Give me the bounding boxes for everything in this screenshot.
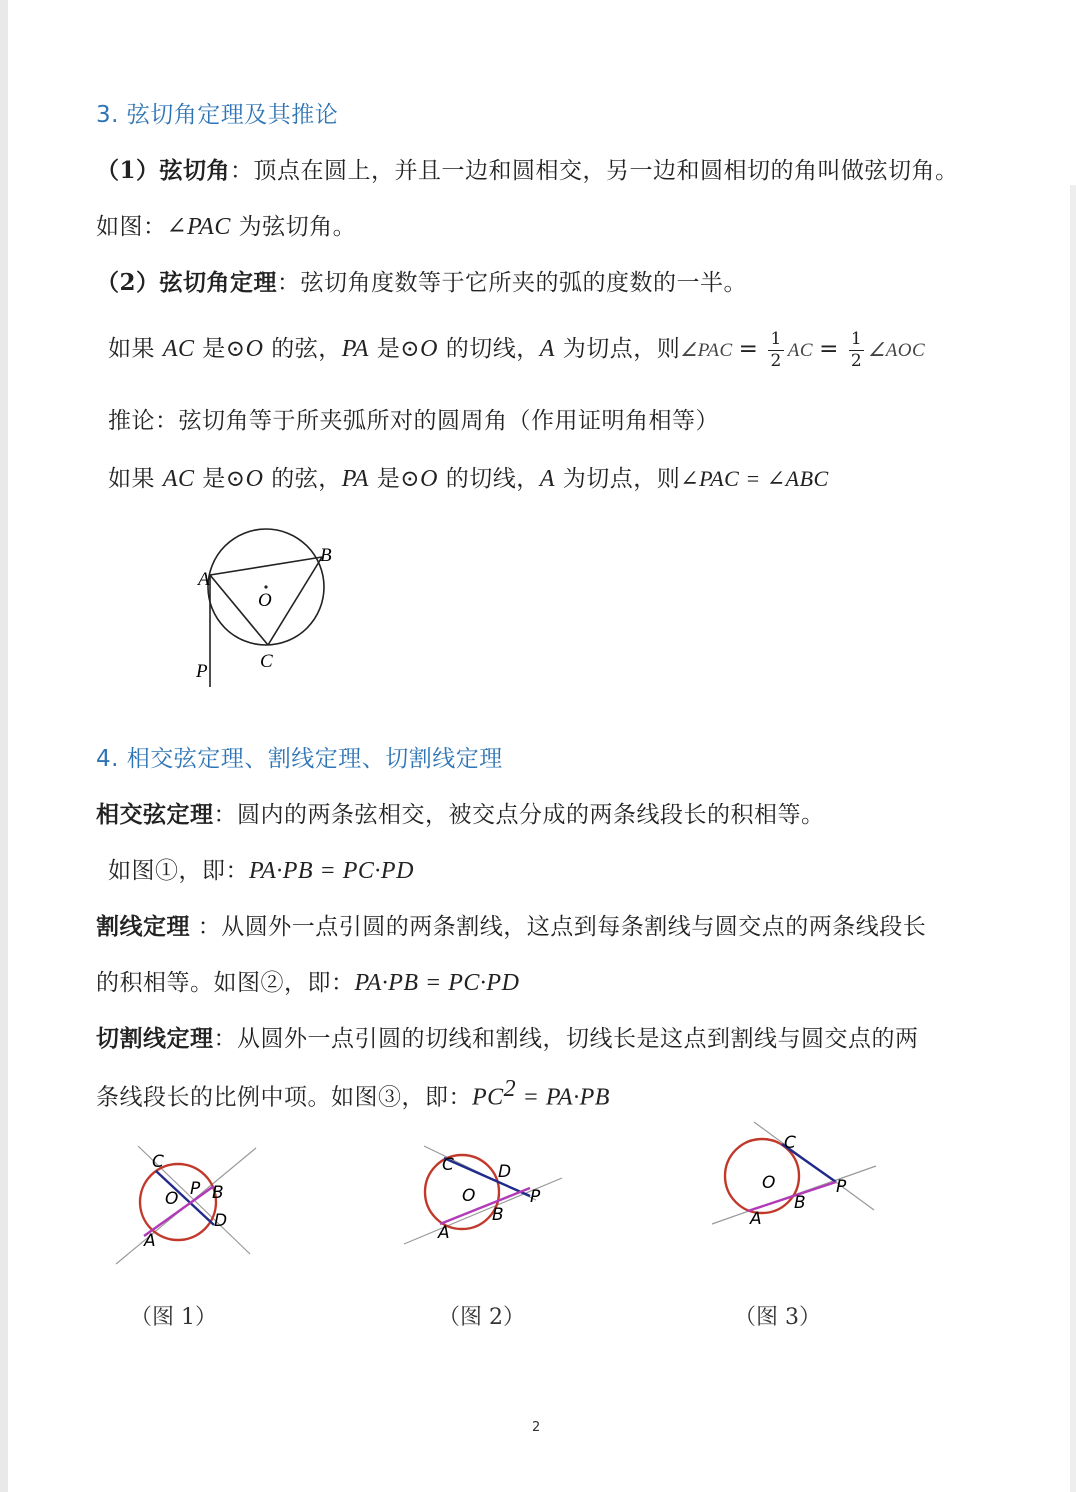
theorem-text: ：弦切角度数等于它所夹的弧的度数的一半。 [277, 270, 748, 296]
fig2-label-c: C [442, 1155, 454, 1175]
fig2-label-p: P [530, 1187, 541, 1207]
f1-eq2: = [819, 336, 839, 362]
f1-t2: 是⊙ [194, 336, 246, 362]
tangent-secant-line [96, 1020, 919, 1053]
f2-o2: O [420, 466, 438, 492]
f2-pa: PA [341, 466, 369, 492]
page-number: 2 [532, 1420, 541, 1435]
fig2-label-o: O [462, 1186, 476, 1206]
secant-text: ：从圆外一点引圆的两条割线，这点到每条割线与圆交点的两条线段长 [190, 914, 927, 940]
secant-label: 割线定理 [96, 913, 190, 940]
formula-line-1 [108, 320, 925, 378]
chord-tangent-diagram [180, 515, 360, 705]
f1-o: O [245, 336, 264, 362]
fig3-label-c: C [784, 1133, 796, 1153]
fig3-label-b: B [794, 1193, 806, 1213]
page-left-edge [0, 0, 8, 1492]
f1-t6: 为切点，则 [554, 336, 681, 362]
intersecting-chords-text: ：圆内的两条弦相交，被交点分成的两条线段长的积相等。 [213, 802, 825, 828]
f2-result: ∠PAC = ∠ABC [680, 466, 829, 491]
example-suffix: 为弦切角。 [230, 214, 357, 240]
fig3-label-a: A [750, 1209, 762, 1229]
frac-den: 2 [770, 350, 782, 371]
frac-den: 2 [850, 350, 863, 371]
caption-fig-1: （图 1） [130, 1305, 217, 1330]
f2-t3: 的弦， [263, 466, 342, 492]
fig3-label-p: P [836, 1177, 847, 1197]
intersecting-chords-line [96, 796, 825, 829]
tangent-secant-text: ：从圆外一点引圆的切线和割线，切线长是这点到割线与圆交点的两 [213, 1026, 919, 1052]
label-b: B [320, 545, 332, 566]
secant-formula-prefix: 的积相等。如图②，即： [96, 970, 355, 996]
f2-t2: 是⊙ [194, 466, 246, 492]
label-a: A [198, 569, 210, 590]
fig1-label-o: O [165, 1189, 179, 1209]
frac-num: 1 [770, 328, 782, 349]
figure-1-diagram [110, 1140, 270, 1275]
f1-t4: 是⊙ [368, 336, 421, 362]
chord-bc [268, 557, 322, 645]
f1-t3: 的弦， [263, 336, 342, 362]
center-dot [264, 585, 267, 588]
fig1-label-b: B [212, 1183, 224, 1203]
f1-pa: PA [341, 336, 369, 362]
f1-o2: O [420, 336, 438, 362]
page-right-edge [1070, 185, 1076, 1492]
secant-line [96, 908, 926, 941]
fig2-label-a: A [438, 1223, 450, 1243]
f2-t6: 为切点，则 [554, 466, 681, 492]
example-angle: ∠PAC [166, 214, 231, 240]
formula-exponent: 2 [503, 1076, 517, 1102]
f1-angle: ∠PAC [680, 340, 733, 361]
fig1-formula: PA·PB = PC·PD [249, 858, 414, 884]
theorem-label: （2）弦切角定理 [96, 269, 278, 296]
f2-t4: 是⊙ [368, 466, 421, 492]
f2-t5: 的切线， [437, 466, 540, 492]
example-prefix: 如图： [96, 214, 167, 240]
definition-text: ：顶点在圆上，并且一边和圆相交，另一边和圆相切的角叫做弦切角。 [230, 158, 959, 184]
example-line [96, 208, 356, 241]
chord-tangent-angle-definition [96, 152, 959, 185]
f1-a: A [539, 336, 555, 362]
section-3-heading: 3. 弦切角定理及其推论 [96, 102, 339, 128]
fig1-label-p: P [190, 1179, 201, 1199]
fig1-formula-prefix: 如图①，即： [108, 858, 249, 884]
formula-rest: = PA·PB [516, 1084, 610, 1111]
f2-t1: 如果 [108, 466, 163, 492]
tangent-secant-formula-line [96, 1076, 610, 1112]
caption-fig-2: （图 2） [438, 1305, 525, 1330]
f1-t5: 的切线， [437, 336, 540, 362]
f2-a: A [539, 466, 555, 492]
section-4-heading: 4. 相交弦定理、割线定理、切割线定理 [96, 746, 503, 772]
f1-arc: AC [787, 340, 814, 361]
fig1-label-a: A [144, 1231, 156, 1251]
secant-formula: PA·PB = PC·PD [354, 970, 520, 996]
chord-ab [210, 557, 322, 575]
frac-num: 1 [850, 328, 863, 349]
fig2-label-d: D [498, 1162, 512, 1182]
fig1-label-d: D [214, 1211, 228, 1231]
f1-t1: 如果 [108, 336, 163, 362]
tangent-secant-label: 切割线定理 [96, 1025, 214, 1052]
theorem-line [96, 264, 747, 297]
fig1-formula-line [108, 852, 414, 885]
secant-formula-line [96, 964, 519, 997]
formula-pc: PC [472, 1084, 504, 1111]
fig3-label-o: O [762, 1173, 776, 1193]
f1-ac: AC [162, 336, 195, 362]
label-c: C [260, 651, 273, 672]
fraction-half [768, 328, 783, 371]
fig2-secant-ab [440, 1188, 530, 1224]
corollary-line: 推论：弦切角等于所夹弧所对的圆周角（作用证明角相等） [108, 408, 719, 434]
figure-2-diagram [400, 1140, 570, 1250]
f2-o: O [245, 466, 264, 492]
formula-line-2 [108, 460, 829, 493]
intersecting-chords-label: 相交弦定理 [96, 801, 214, 828]
tangent-secant-prefix: 条线段长的比例中项。如图③，即： [96, 1084, 472, 1111]
caption-fig-3: （图 3） [734, 1305, 821, 1330]
f2-ac: AC [162, 466, 195, 492]
f1-eq: = [738, 336, 759, 362]
fraction-half-2 [849, 328, 864, 371]
fig1-label-c: C [152, 1152, 164, 1172]
f1-angle2: ∠AOC [868, 340, 926, 361]
figure-3-diagram [708, 1118, 883, 1233]
fig2-label-b: B [492, 1205, 504, 1225]
label-o: O [258, 590, 272, 611]
definition-label: （1）弦切角 [96, 157, 231, 184]
label-p: P [196, 661, 208, 682]
